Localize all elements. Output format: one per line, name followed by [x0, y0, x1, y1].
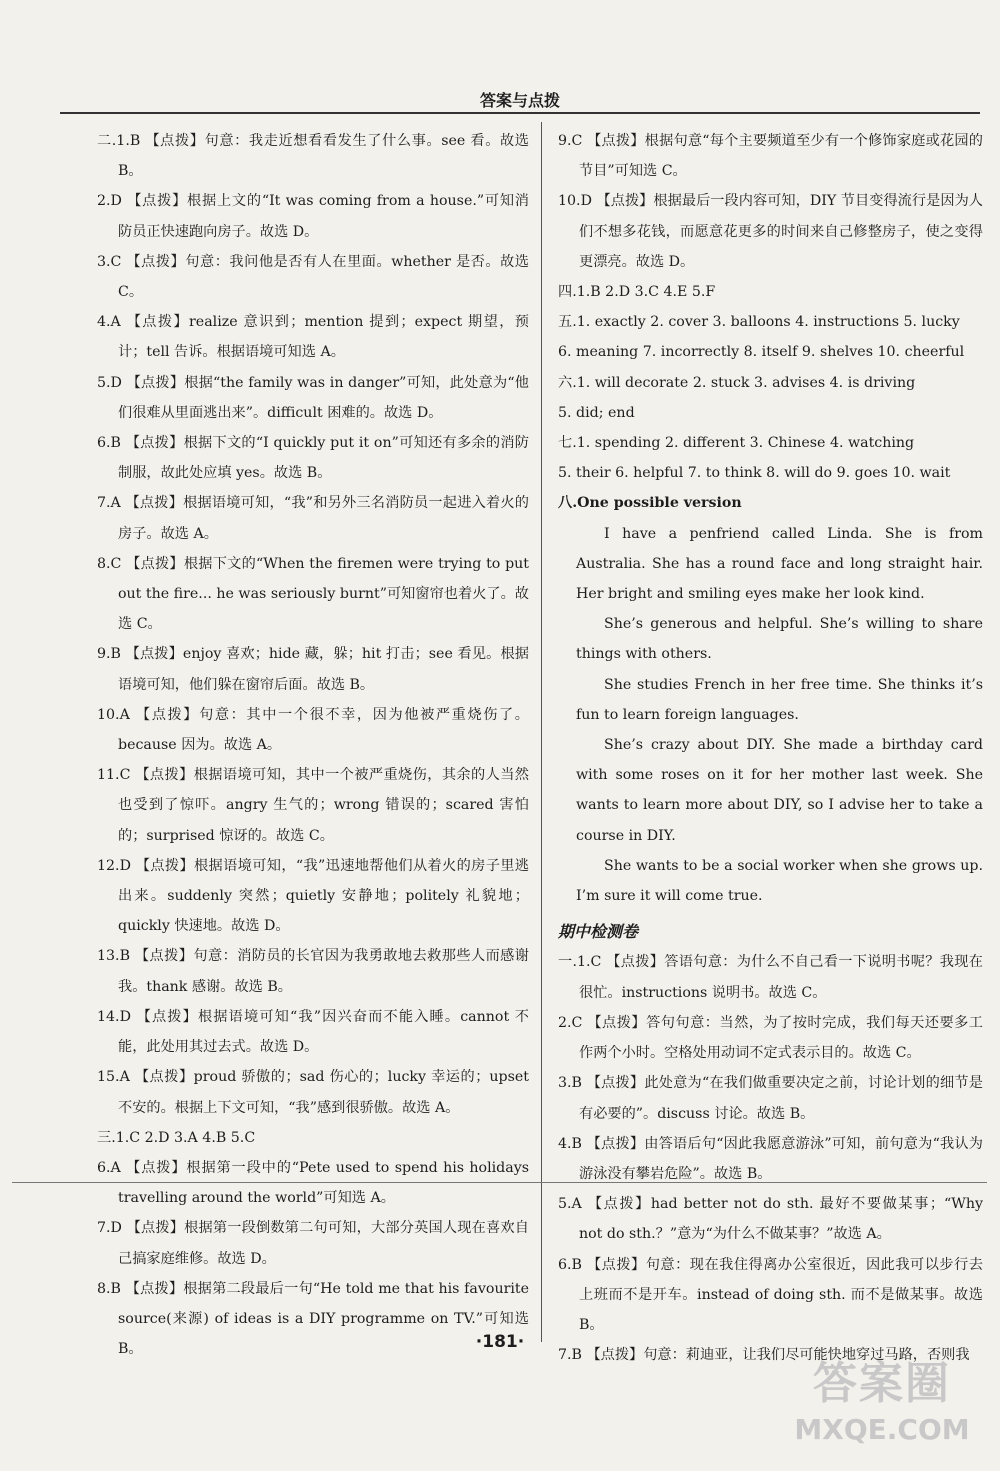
answer-item: 一.1.C 【点拨】答语句意：为什么不自己看一下说明书呢？我现在很忙。instructions 说明书。故选 C。 [558, 954, 983, 1001]
essay-paragraph: She’s generous and helpful. She’s willing to share things with others. [576, 616, 983, 663]
answer-item: 4.B 【点拨】由答语后句“因此我愿意游泳”可知，前句意为“我认为游泳没有攀岩危险”。故选 B。 [558, 1135, 983, 1182]
answer-item: 10.D 【点拨】根据最后一段内容可知，DIY 节目变得流行是因为人们不想多花钱，而愿意花更多的时间来自己修整房子，使之变得更漂亮。故选 D。 [558, 193, 983, 270]
essay-heading: 八.One possible version [558, 495, 742, 512]
answer-item: 6. meaning 7. incorrectly 8. itself 9. shelves 10. cheerful [558, 344, 965, 361]
answer-item: 七.1. spending 2. different 3. Chinese 4. watching [558, 435, 915, 452]
answer-item: 9.C 【点拨】根据句意“每个主要频道至少有一个修饰家庭或花园的节目”可知选 C。 [558, 133, 983, 180]
answer-item: 3.B 【点拨】此处意为“在我们做重要决定之前，讨论计划的细节是有必要的”。discuss 讨论。故选 B。 [558, 1075, 983, 1122]
page-number: ·181· [475, 1332, 525, 1352]
answer-item: 2.D 【点拨】根据上文的“It was coming from a house.”可知消防员正快速跑向房子。故选 D。 [97, 193, 529, 240]
page-title: 答案与点拨 [479, 91, 560, 110]
watermark-logo [772, 1355, 992, 1465]
answer-item: 10.A 【点拨】句意：其中一个很不幸，因为他被严重烧伤了。because 因为。故选 A。 [97, 706, 529, 754]
answer-item: 四.1.B 2.D 3.C 4.E 5.F [558, 284, 716, 301]
essay-paragraph: I have a penfriend called Linda. She is from Australia. She has a round face and long straight hair. Her bright and smiling eyes make her look kind. [576, 525, 983, 603]
left-column [97, 126, 529, 1364]
essay-paragraph: She’s crazy about DIY. She made a birthday card with some roses on it for her mother last week. She wants to learn more about DIY, so I advise her to take a course in DIY. [576, 737, 983, 844]
answer-item: 2.C 【点拨】答句句意：当然，为了按时完成，我们每天还要多工作两个小时。空格处用动词不定式表示目的。故选 C。 [558, 1014, 983, 1062]
answer-item: 3.C 【点拨】句意：我问他是否有人在里面。whether 是否。故选 C。 [97, 253, 529, 301]
answer-item: 7.B 【点拨】句意：莉迪亚，让我们尽可能快地穿过马路，否则我 [558, 1347, 970, 1364]
answer-item: 6.A 【点拨】根据第一段中的“Pete used to spend his holidays travelling around the world”可知选 A。 [97, 1159, 529, 1207]
answer-item: 7.A 【点拨】根据语境可知，“我”和另外三名消防员一起进入着火的房子。故选 A。 [97, 495, 529, 542]
answer-item: 8.B 【点拨】根据第二段最后一句“He told me that his favourite source(来源) of ideas is a DIY programme on TV.”可知选 B。 [97, 1280, 529, 1358]
answer-item: 二.1.B 【点拨】句意：我走近想看看发生了什么事。see 看。故选 B。 [97, 133, 529, 180]
answer-item: 6.B 【点拨】根据下文的“I quickly put it on”可知还有多余的消防制服，故此处应填 yes。故选 B。 [97, 435, 529, 482]
answer-item: 12.D 【点拨】根据语境可知，“我”迅速地帮他们从着火的房子里逃出来。suddenly 突然；quietly 安静地；politely 礼貌地；quickly 快速地。故选 D。 [97, 857, 529, 935]
answer-item: 8.C 【点拨】根据下文的“When the firemen were trying to put out the fire... he was seriously burnt”可知窗帘也着火了。故选 C。 [97, 555, 529, 633]
answer-item: 11.C 【点拨】根据语境可知，其中一个被严重烧伤，其余的人当然也受到了惊吓。angry 生气的；wrong 错误的；scared 害怕的；surprised 惊讶的。故选 C。 [97, 767, 529, 844]
column-divider [541, 122, 542, 1342]
answer-item: 7.D 【点拨】根据第一段倒数第二句可知，大部分英国人现在喜欢自己搞家庭维修。故选 D。 [97, 1220, 529, 1267]
section-title: 期中检测卷 [558, 922, 639, 942]
answer-item: 4.A 【点拨】realize 意识到；mention 提到；expect 期望，预计；tell 告诉。根据语境可知选 A。 [97, 314, 529, 361]
answer-item: 三.1.C 2.D 3.A 4.B 5.C [97, 1129, 256, 1146]
answer-item: 15.A 【点拨】proud 骄傲的；sad 伤心的；lucky 幸运的；upset 不安的。根据上下文可知，“我”感到很骄傲。故选 A。 [97, 1069, 529, 1116]
answer-item: 5.A 【点拨】had better not do sth. 最好不要做某事；“Why not do sth.？”意为“为什么不做某事？”故选 A。 [558, 1196, 983, 1243]
answer-item: 6.B 【点拨】句意：现在我住得离办公室很近，因此我可以步行去上班而不是开车。instead of doing sth. 而不是做某事。故选 B。 [558, 1256, 983, 1333]
watermark-logo-text: 答案圈 [813, 1358, 951, 1409]
answer-item: 5.D 【点拨】根据“the family was in danger”可知，此处意为“他们很难从里面逃出来”。difficult 困难的。故选 D。 [97, 374, 529, 421]
answer-item: 14.D 【点拨】根据语境可知“我”因兴奋而不能入睡。cannot 不能，此处用其过去式。故选 D。 [97, 1008, 529, 1056]
answer-item: 9.B 【点拨】enjoy 喜欢；hide 藏，躲；hit 打击；see 看见。根据语境可知，他们躲在窗帘后面。故选 B。 [97, 646, 529, 693]
right-column [558, 126, 983, 1370]
essay-paragraph: She studies French in her free time. She thinks it’s fun to learn foreign languages. [576, 676, 983, 723]
page-header [60, 88, 980, 114]
essay-paragraph: She wants to be a social worker when she grows up. I’m sure it will come true. [576, 857, 983, 905]
answer-item: 5. did; end [558, 404, 635, 421]
answer-item: 13.B 【点拨】句意：消防员的长官因为我勇敢地去救那些人而感谢我。thank 感谢。故选 B。 [97, 948, 529, 995]
answer-item: 六.1. will decorate 2. stuck 3. advises 4. is driving [558, 374, 916, 391]
answer-item: 5. their 6. helpful 7. to think 8. will do 9. goes 10. wait [558, 465, 951, 482]
answer-item: 五.1. exactly 2. cover 3. balloons 4. instructions 5. lucky [558, 314, 960, 331]
watermark-url: MXQE.COM [794, 1413, 970, 1446]
